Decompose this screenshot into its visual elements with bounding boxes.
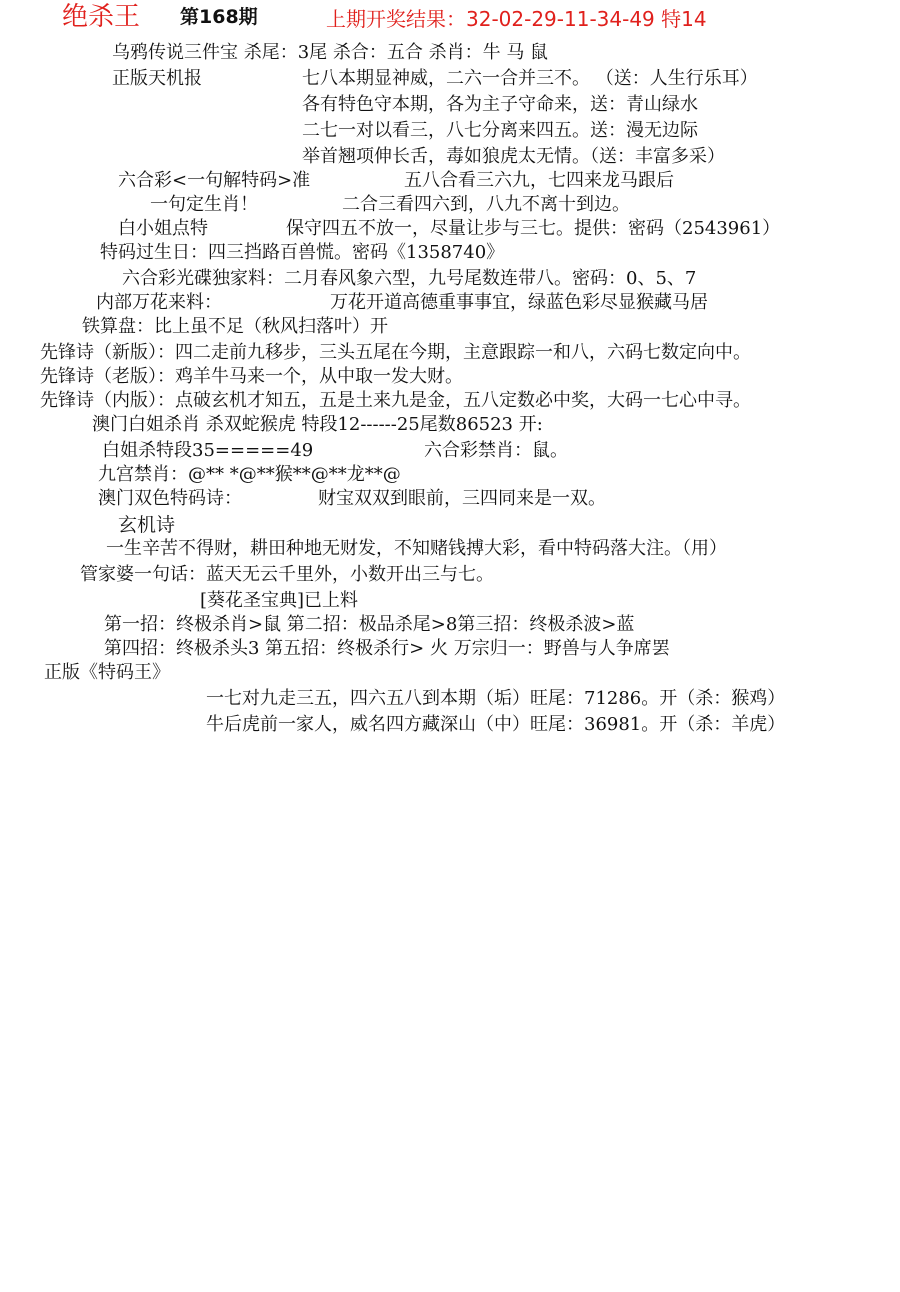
line-xuanji-verse: 一生辛苦不得财，耕田种地无财发，不知赌钱搏大彩，看中特码落大注。（用）: [106, 538, 727, 559]
line-one-sentence-label: 六合彩<一句解特码>准: [118, 170, 311, 191]
line-wanhua-label: 内部万花来料：: [96, 292, 222, 313]
line-baixiaojie-label: 白小姐点特: [118, 218, 208, 239]
line-tema-verse1: 一七对九走三五，四六五八到本期（垢）旺尾：71286。开（杀：猴鸡）: [206, 688, 786, 709]
line-tema-wang: 正版《特码王》: [44, 662, 170, 683]
line-baijie-range: 白姐杀特段35=====49: [102, 440, 314, 461]
line-moves-4-5: 第四招：终极杀头3 第五招：终极杀行> 火 万宗归一：野兽与人争席罢: [104, 638, 670, 659]
line-tianji-verse1: 七八本期显神威，二六一合并三不。 （送：人生行乐耳）: [302, 68, 758, 89]
line-zodiac-verse: 二合三看四六到，八九不离十到边。: [342, 194, 630, 215]
line-poem-old: 先锋诗（老版）：鸡羊牛马来一个，从中取一发大财。: [40, 366, 463, 387]
line-tema-verse2: 牛后虎前一家人，威名四方藏深山（中）旺尾：36981。开（杀：羊虎）: [206, 714, 786, 735]
issue-number: 第168期: [180, 6, 258, 28]
line-tianji-verse3: 二七一对以看三，八七分离来四五。送：漫无边际: [302, 120, 698, 141]
line-wanhua-verse: 万花开道高德重事事宜，绿蓝色彩尽显猴藏马居: [330, 292, 708, 313]
line-poem-internal: 先锋诗（内版）：点破玄机才知五，五是土来九是金，五八定数必中奖，大码一七心中寻。: [40, 390, 751, 411]
line-abacus: 铁算盘：比上虽不足（秋风扫落叶）开: [82, 316, 388, 337]
line-macau-baijie: 澳门白姐杀肖 杀双蛇猴虎 特段12------25尾数86523 开:: [92, 414, 543, 435]
line-one-sentence-verse: 五八合看三六九，七四来龙马跟后: [404, 170, 674, 191]
line-xuanji-heading: 玄机诗: [118, 514, 176, 536]
line-tianji-verse2: 各有特色守本期，各为主子守命来，送：青山绿水: [302, 94, 698, 115]
last-draw-result: 上期开奖结果：32-02-29-11-34-49 特14: [326, 7, 707, 31]
line-moves-1-3: 第一招：终极杀肖>鼠 第二招：极品杀尾>8第三招：终极杀波>蓝: [104, 614, 635, 635]
brand-title: 绝杀王: [62, 2, 141, 32]
line-housekeeper: 管家婆一句话：蓝天无云千里外，小数开出三与七。: [80, 564, 494, 585]
line-kuihua-heading: [葵花圣宝典]已上料: [200, 590, 359, 611]
line-tianji-label: 正版天机报: [112, 68, 202, 89]
line-poem-new: 先锋诗（新版）：四二走前九移步，三头五尾在今期，主意跟踪一和八，六码七数定向中。: [40, 342, 751, 363]
line-nine-palace: 九宫禁肖：@** *@**猴**@**龙**@: [98, 464, 401, 485]
line-double-color-label: 澳门双色特码诗：: [98, 488, 242, 509]
line-birthday: 特码过生日：四三挡路百兽慌。密码《1358740》: [100, 242, 505, 263]
line-zodiac-label: 一句定生肖！: [150, 194, 258, 215]
line-forbidden-zodiac: 六合彩禁肖：鼠。: [424, 440, 568, 461]
line-crow-legend: 乌鸦传说三件宝 杀尾：3尾 杀合：五合 杀肖：牛 马 鼠: [112, 42, 549, 63]
line-tianji-verse4: 举首翘项伸长舌，毒如狼虎太无情。（送：丰富多采）: [302, 146, 725, 167]
line-baixiaojie-verse: 保守四五不放一，尽量让步与三七。提供：密码（2543961）: [286, 218, 781, 239]
line-double-color-verse: 财宝双双到眼前，三四同来是一双。: [318, 488, 606, 509]
line-cd-exclusive: 六合彩光碟独家料：二月春风象六型，九号尾数连带八。密码：0、5、7: [122, 268, 697, 289]
